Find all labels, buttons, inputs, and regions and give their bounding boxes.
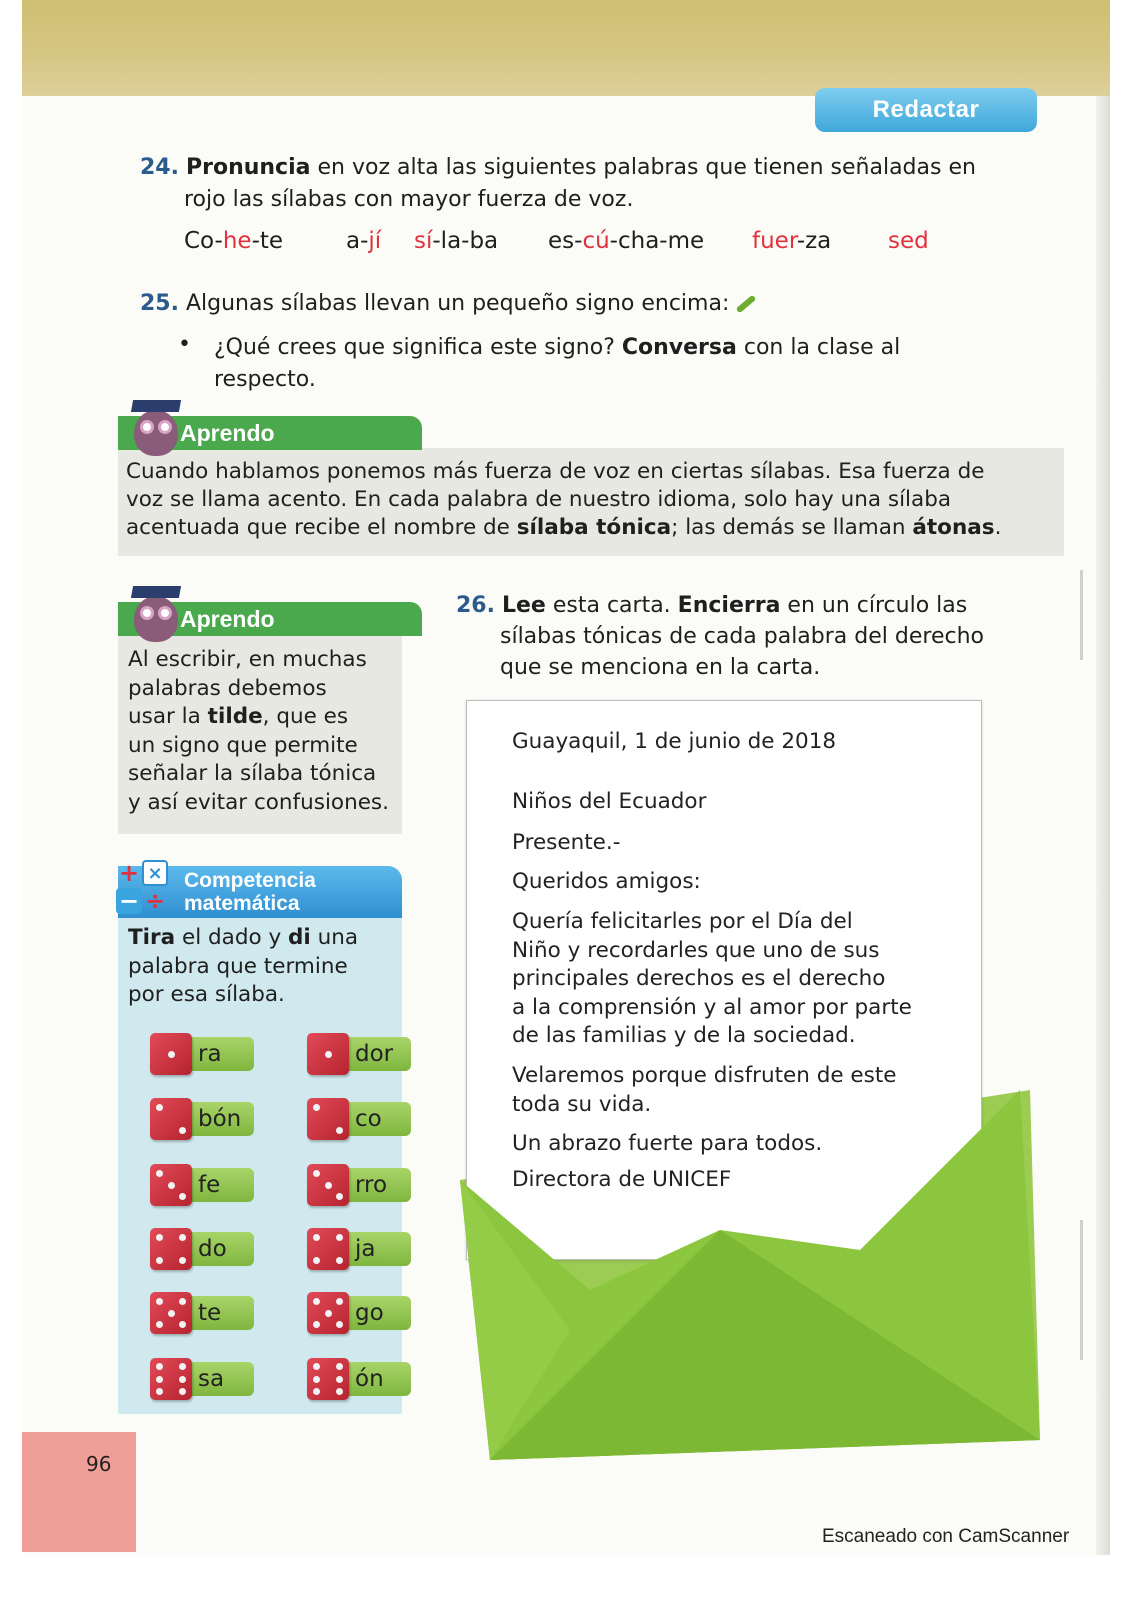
tonic-syllable: sed	[888, 228, 929, 254]
letter-recipient: Niños del Ecuador	[512, 789, 707, 814]
dice-item	[150, 1166, 254, 1204]
die-icon	[150, 1098, 192, 1140]
dice-item	[307, 1294, 411, 1332]
die-icon	[150, 1292, 192, 1334]
letter-closing: Un abrazo fuerte para todos.	[512, 1131, 823, 1156]
owl-icon	[130, 586, 182, 642]
question-26: 26. Lee esta carta. Encierra en un círculo las	[456, 593, 968, 618]
dice-item	[307, 1230, 411, 1268]
dice-item	[150, 1100, 254, 1138]
dice-syllable: co	[347, 1102, 411, 1136]
question-26-text: sílabas tónicas de cada palabra del derecho que se menciona en la carta.	[500, 624, 984, 680]
aprendo-label: Aprendo	[118, 416, 422, 450]
word-aji: a-jí	[346, 228, 382, 254]
letter-presente: Presente.-	[512, 830, 621, 855]
dice-syllable: bón	[190, 1102, 254, 1136]
die-icon	[307, 1098, 349, 1140]
page-edge	[1096, 96, 1110, 1555]
plus-icon: +	[118, 859, 140, 887]
question-number: 25.	[140, 291, 179, 316]
letter-greeting: Queridos amigos:	[512, 869, 701, 894]
aprendo-tilde-text: Al escribir, en muchas palabras debemos usar la tilde, que es un signo que permite señalar la sílaba tónica y así evitar confusiones.	[128, 647, 389, 815]
dice-syllable: do	[190, 1232, 254, 1266]
question-number: 26.	[456, 593, 495, 618]
word-cohete: Co-he-te	[184, 228, 284, 254]
die-icon	[307, 1292, 349, 1334]
dice-item	[150, 1230, 254, 1268]
tonic-syllable: jí	[368, 228, 382, 254]
letter-date: Guayaquil, 1 de junio de 2018	[512, 729, 837, 754]
dice-syllable: te	[190, 1296, 254, 1330]
tonic-syllable: he	[222, 228, 252, 254]
dice-syllable: sa	[190, 1362, 254, 1396]
letter-signature: Directora de UNICEF	[512, 1167, 732, 1192]
dice-item	[150, 1360, 254, 1398]
die-icon	[307, 1033, 349, 1075]
dice-item	[307, 1100, 411, 1138]
scanner-watermark: Escaneado con CamScanner	[822, 1526, 1070, 1547]
dice-item	[307, 1360, 411, 1398]
accent-mark-icon	[736, 295, 757, 314]
page-number: 96	[86, 1452, 112, 1476]
times-icon: ×	[142, 860, 168, 886]
letter-paragraph-2: Velaremos porque disfruten de este toda su vida.	[512, 1063, 897, 1117]
die-icon	[150, 1358, 192, 1400]
aprendo-label: Aprendo	[118, 602, 422, 636]
dice-syllable: ra	[190, 1037, 254, 1071]
page-edge-mark	[1080, 570, 1083, 660]
word-escuchame: es-cú-cha-me	[548, 228, 705, 254]
tonic-syllable: fuer	[752, 228, 797, 254]
question-24-line-2: rojo las sílabas con mayor fuerza de voz.	[184, 187, 634, 212]
instruction-verb: Pronuncia	[185, 155, 311, 180]
competencia-text: Tira el dado y di una palabra que termine por esa sílaba.	[128, 925, 359, 1007]
dice-syllable: go	[347, 1296, 411, 1330]
tonic-syllable: cú	[582, 228, 610, 254]
dice-syllable: ón	[347, 1362, 411, 1396]
minus-icon: −	[116, 888, 142, 914]
envelope-front	[440, 1090, 1040, 1460]
letter-paragraph-1: Quería felicitarles por el Día del Niño y recordarles que uno de sus principales derechos es el derecho a la comprensión y al amor por parte de las familias y de la sociedad.	[512, 909, 912, 1048]
tonic-syllable: sí	[414, 228, 433, 254]
dice-item	[150, 1035, 254, 1073]
aprendo-text: Cuando hablamos ponemos más fuerza de voz en ciertas sílabas. Esa fuerza de voz se llama acento. En cada palabra de nuestro idioma, solo hay una sílaba acentuada que recibe el nombre de sílaba tónica; las demás se llaman átonas.	[126, 459, 1002, 540]
dice-item	[307, 1166, 411, 1204]
top-band	[22, 0, 1110, 96]
question-25	[140, 288, 1040, 320]
word-fuerza: fuer-za	[752, 228, 832, 254]
owl-icon	[130, 400, 182, 456]
question-text: en voz alta las siguientes palabras que tienen señaladas en	[310, 155, 976, 180]
divide-icon: ÷	[144, 887, 166, 915]
question-24	[140, 152, 1060, 184]
question-text: Algunas sílabas llevan un pequeño signo encima:	[185, 291, 730, 316]
math-operations-icon	[116, 858, 172, 918]
word-silaba: sí-la-ba	[414, 228, 499, 254]
die-icon	[150, 1164, 192, 1206]
word-sed	[888, 228, 929, 254]
dice-syllable: dor	[347, 1037, 411, 1071]
die-icon	[150, 1228, 192, 1270]
dice-syllable: rro	[347, 1168, 411, 1202]
page-number-tab	[22, 1432, 136, 1552]
page-edge-mark	[1080, 1220, 1083, 1360]
die-icon	[150, 1033, 192, 1075]
competencia-label: Competencia matemática	[118, 866, 402, 918]
question-number: 24.	[140, 155, 179, 180]
section-tab-redactar: Redactar	[815, 88, 1037, 132]
die-icon	[307, 1358, 349, 1400]
dice-item	[307, 1035, 411, 1073]
dice-item	[150, 1294, 254, 1332]
dice-syllable: fe	[190, 1168, 254, 1202]
die-icon	[307, 1164, 349, 1206]
dice-syllable: ja	[347, 1232, 411, 1266]
die-icon	[307, 1228, 349, 1270]
